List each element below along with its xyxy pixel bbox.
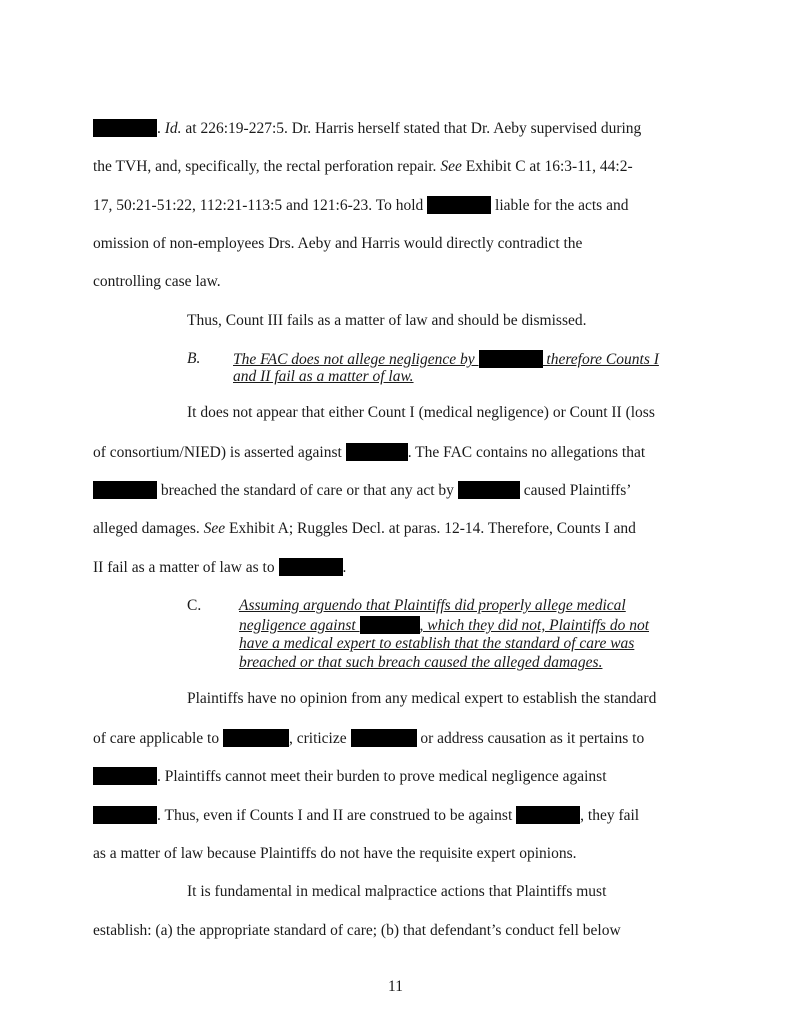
redaction-block [351,729,417,747]
heading-b-label: B. [187,350,201,367]
redaction-block [479,350,543,368]
heading-c-line: negligence against , which they did not, Plaintiffs do not [239,617,650,634]
body-line: II fail as a matter of law as to . [93,559,347,576]
heading-b-line: and II fail as a matter of law. [233,368,414,385]
signal-see: See [203,520,226,537]
body-line: the TVH, and, specifically, the rectal perforation repair. See Exhibit C at 16:3-11, 44:2- [93,158,633,175]
page-number: 11 [388,978,403,995]
body-line: It does not appear that either Count I (medical negligence) or Count II (loss [187,404,655,421]
body-line: omission of non-employees Drs. Aeby and Harris would directly contradict the [93,235,583,252]
redaction-block [93,481,157,499]
body-line: breached the standard of care or that any act by caused Plaintiffs’ [93,481,631,500]
body-line: alleged damages. See Exhibit A; Ruggles Decl. at paras. 12-14. Therefore, Counts I and [93,520,636,537]
redaction-block [93,806,157,824]
body-line: . Thus, even if Counts I and II are construed to be against , they fail [93,806,639,825]
heading-c-line: breached or that such breach caused the alleged damages. [239,654,603,671]
body-line: . Id. at 226:19-227:5. Dr. Harris herself stated that Dr. Aeby supervised during [93,119,641,138]
signal-see: See [440,158,462,175]
body-line: Plaintiffs have no opinion from any medical expert to establish the standard [187,690,657,707]
body-line: It is fundamental in medical malpractice actions that Plaintiffs must [187,883,607,900]
body-line: controlling case law. [93,273,221,290]
heading-b-line: The FAC does not allege negligence by therefore Counts I [233,351,659,368]
redaction-block [360,616,420,634]
body-line: establish: (a) the appropriate standard of care; (b) that defendant’s conduct fell below [93,922,621,939]
redaction-block [346,443,408,461]
redaction-block [223,729,289,747]
redaction-block [93,119,157,137]
body-line: as a matter of law because Plaintiffs do not have the requisite expert opinions. [93,845,577,862]
body-line: . Plaintiffs cannot meet their burden to prove medical negligence against [93,767,607,786]
redaction-block [516,806,580,824]
heading-c-line: Assuming arguendo that Plaintiffs did properly allege medical [239,597,626,614]
citation-id: Id. [164,120,182,137]
redaction-block [93,767,157,785]
redaction-block [279,558,343,576]
heading-c-label: C. [187,597,202,614]
redaction-block [458,481,520,499]
body-line: Thus, Count III fails as a matter of law and should be dismissed. [187,312,587,329]
body-line: 17, 50:21-51:22, 112:21-113:5 and 121:6-23. To hold liable for the acts and [93,197,629,214]
redaction-block [427,196,491,214]
heading-c-line: have a medical expert to establish that the standard of care was [239,635,635,652]
body-line: of consortium/NIED) is asserted against . The FAC contains no allegations that [93,444,646,461]
body-line: of care applicable to , criticize or address causation as it pertains to [93,730,645,747]
